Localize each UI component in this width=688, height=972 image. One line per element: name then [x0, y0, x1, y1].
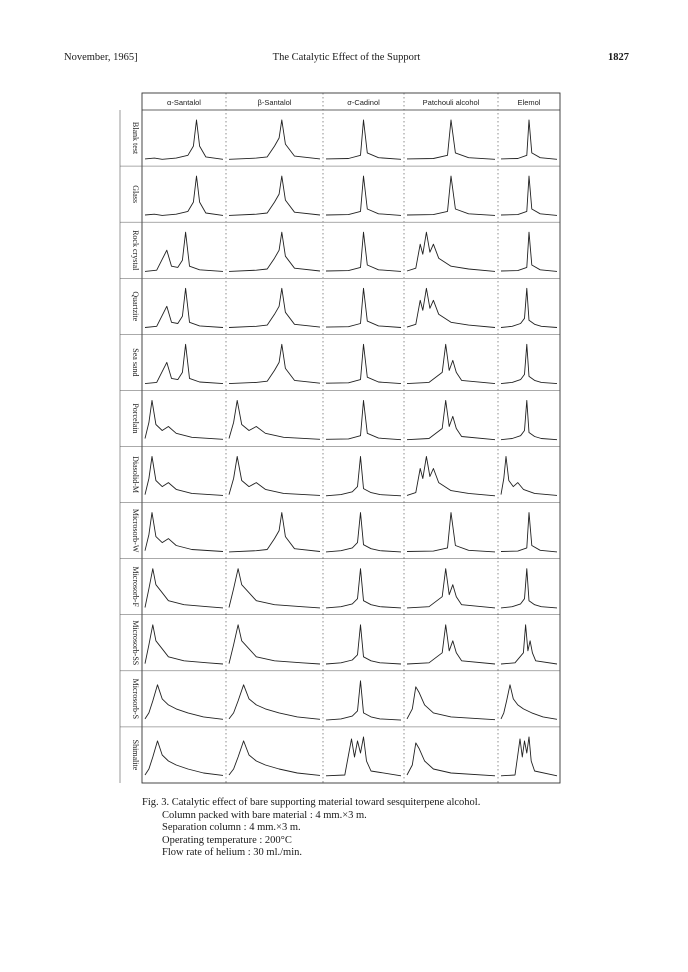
chromatogram-trace: [407, 232, 495, 271]
chromatogram-trace: [501, 625, 557, 664]
chromatogram-trace: [326, 569, 401, 608]
chromatogram-trace: [145, 120, 223, 159]
running-head-title: The Catalytic Effect of the Support: [272, 52, 421, 63]
column-header: α-Santalol: [167, 98, 201, 107]
chromatogram-trace: [145, 741, 223, 776]
chromatogram-trace: [229, 513, 320, 552]
chromatogram-trace: [501, 288, 557, 327]
chromatogram-trace: [501, 176, 557, 215]
chromatogram-trace: [501, 569, 557, 608]
row-label: Blank test: [131, 121, 140, 155]
chromatogram-trace: [407, 288, 495, 327]
chromatogram-trace: [229, 400, 320, 439]
chromatogram-trace: [145, 625, 223, 664]
column-header: Patchouli alcohol: [422, 98, 480, 107]
column-headers: [167, 98, 541, 107]
chromatogram-trace: [501, 400, 557, 439]
chromatogram-trace: [501, 737, 557, 776]
chromatogram-trace: [407, 743, 495, 776]
chromatogram-trace: [407, 513, 495, 552]
chromatogram-trace: [145, 400, 223, 439]
column-header: Elemol: [517, 98, 541, 107]
chromatogram-traces: [145, 120, 557, 776]
chromatogram-trace: [407, 687, 495, 720]
row-label: Microsorb-SS: [131, 620, 140, 666]
row-label: Sea sand: [131, 348, 140, 377]
chromatogram-trace: [326, 120, 401, 159]
chromatogram-trace: [326, 232, 401, 271]
row-label: Quartzite: [131, 291, 140, 322]
caption-line: Operating temperature : 200°C: [162, 834, 292, 846]
chromatogram-trace: [326, 457, 401, 496]
chromatogram-trace: [407, 569, 495, 608]
chromatogram-trace: [501, 344, 557, 383]
chromatogram-trace: [326, 681, 401, 720]
chromatogram-trace: [229, 685, 320, 720]
caption-line: Separation column : 4 mm.×3 m.: [162, 822, 301, 833]
caption-line: Column packed with bare material : 4 mm.×3 m.: [162, 809, 367, 821]
chromatogram-trace: [145, 288, 223, 327]
figure-caption: [142, 797, 612, 860]
row-label: Shimalite: [131, 739, 140, 771]
chromatogram-trace: [501, 232, 557, 271]
chromatogram-trace: [326, 400, 401, 439]
chromatogram-trace: [145, 685, 223, 720]
chromatogram-trace: [326, 344, 401, 383]
chromatogram-trace: [229, 457, 320, 496]
row-label: Diasolid-M: [131, 456, 140, 493]
caption-line: Flow rate of helium : 30 ml./min.: [162, 847, 302, 858]
chromatogram-trace: [326, 513, 401, 552]
chromatogram-trace: [501, 120, 557, 159]
figure-frame: [120, 93, 560, 783]
chromatogram-trace: [229, 232, 320, 271]
chromatogram-trace: [407, 400, 495, 439]
caption-title: Fig. 3. Catalytic effect of bare supporting material toward sesquiterpene alcohol.: [142, 797, 481, 808]
chromatogram-trace: [407, 176, 495, 215]
chromatogram-trace: [407, 457, 495, 496]
chromatogram-trace: [229, 120, 320, 159]
chromatogram-trace: [229, 569, 320, 608]
chromatogram-trace: [229, 288, 320, 327]
row-label: Rock crystal: [131, 230, 140, 271]
chromatogram-trace: [326, 625, 401, 664]
chromatogram-trace: [145, 569, 223, 608]
chromatogram-trace: [501, 685, 557, 720]
row-label: Microsorb-W: [131, 508, 140, 553]
chromatogram-trace: [229, 344, 320, 383]
chromatogram-trace: [145, 344, 223, 383]
chromatogram-trace: [229, 625, 320, 664]
chromatogram-trace: [326, 176, 401, 215]
row-label: Microsorb-F: [131, 566, 140, 607]
chromatogram-trace: [501, 457, 557, 496]
chromatogram-trace: [407, 625, 495, 664]
column-header: σ-Cadinol: [347, 98, 380, 107]
chromatogram-trace: [145, 513, 223, 552]
chromatogram-trace: [145, 232, 223, 271]
chromatogram-trace: [326, 288, 401, 327]
row-label: Microsorb-S: [131, 678, 140, 720]
row-label: Porcelain: [131, 403, 140, 434]
chromatogram-trace: [145, 176, 223, 215]
chromatogram-trace: [145, 457, 223, 496]
running-head-date: November, 1965]: [64, 52, 138, 63]
chromatogram-trace: [229, 741, 320, 776]
column-header: β-Santalol: [257, 98, 292, 107]
row-label: Glass: [131, 185, 140, 204]
chromatogram-trace: [407, 344, 495, 383]
chromatogram-trace: [407, 120, 495, 159]
chromatogram-trace: [326, 737, 401, 776]
chromatogram-trace: [229, 176, 320, 215]
chromatogram-trace: [501, 513, 557, 552]
page-number: 1827: [608, 52, 629, 63]
